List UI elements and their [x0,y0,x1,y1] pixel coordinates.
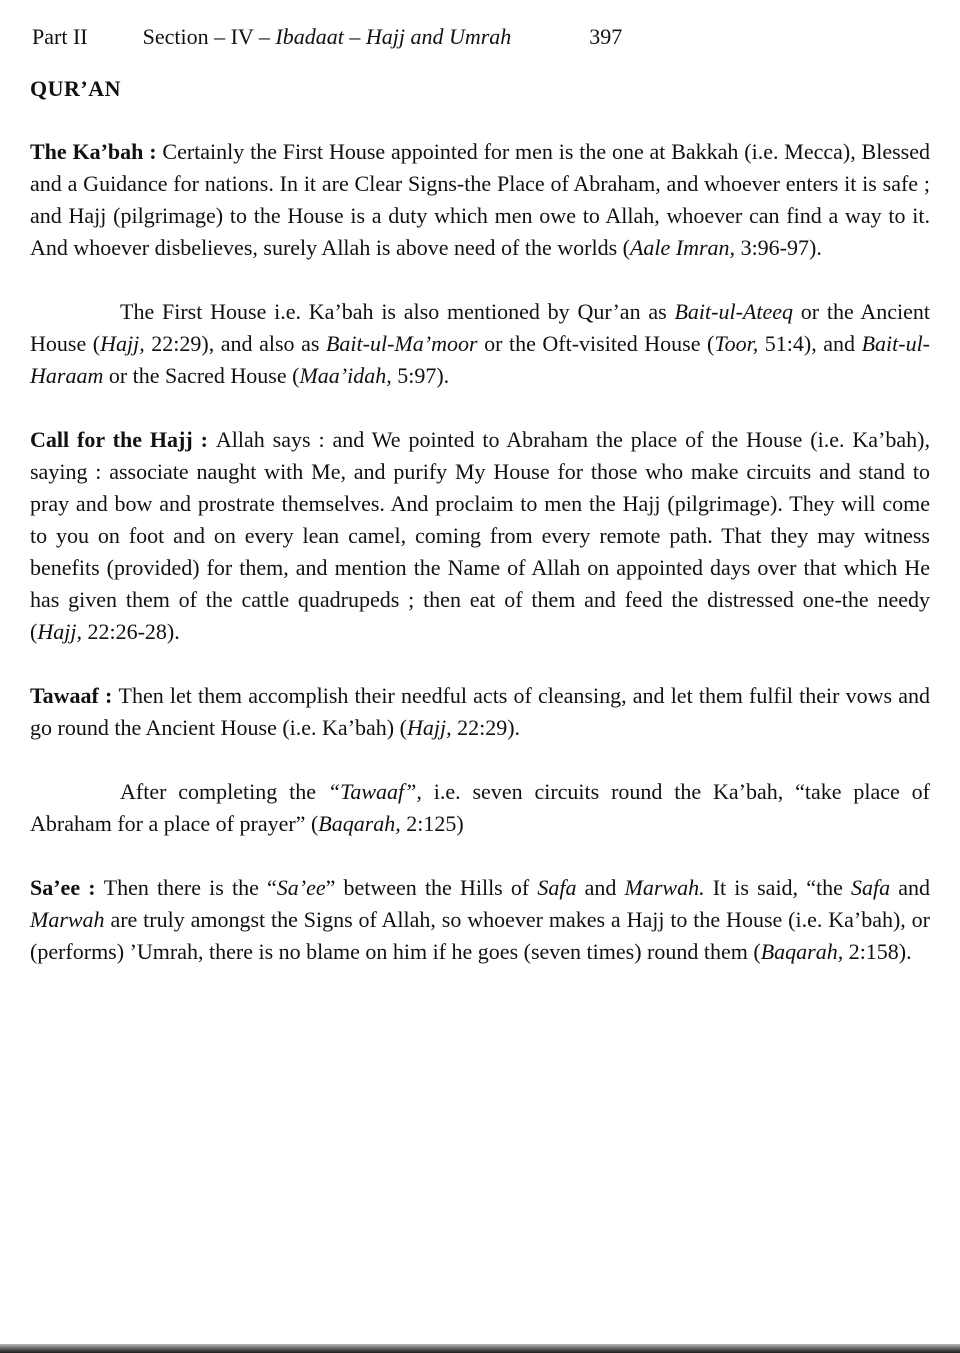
paragraph-tawaaf [30,680,930,744]
text-run: Sa’ee [276,875,326,900]
text-run: and [576,875,625,900]
page-header [30,24,930,50]
text-run: Hajj, [406,715,452,740]
paragraph-first-house [30,296,930,392]
text-run: Then let them accomplish their needful acts of cleansing, and let them fulfil their vows and go round the Ancient House (i.e. Ka’bah) ( [30,683,930,740]
text-run: After completing the [120,779,328,804]
text-run: 22:26-28). [81,619,180,644]
text-run: Sa’ee : [30,875,104,900]
text-run: Call for the Hajj : [30,427,216,452]
text-run: The First House i.e. Ka’bah is also mentioned by Qur’an as [120,299,675,324]
text-run: Bait-ul-Haraam [30,331,931,388]
text-run: 51:4), and [758,331,862,356]
text-run: 22:29). [451,715,521,740]
text-run: The Ka’bah : [30,139,163,164]
text-run: Tawaaf : [30,683,119,708]
text-run: Hajj, [100,331,145,356]
text-run: Safa [537,875,577,900]
text-run: “Tawaaf”, [327,779,422,804]
text-run: 3:96-97). [735,235,822,260]
text-run: Then there is the “ [103,875,277,900]
text-run: Maa’idah, [299,363,392,388]
paragraph-saee [30,872,930,968]
text-run: 22:29), and also as [144,331,326,356]
text-run: Hajj, [37,619,82,644]
text-run: Baqarah, [760,939,844,964]
text-run: or the Sacred House ( [103,363,300,388]
text-run: 5:97). [391,363,450,388]
text-run: 2:158). [843,939,912,964]
text-run: Marwah [30,907,105,932]
text-run: Toor, [714,331,759,356]
header-section-title [143,24,512,50]
text-run: Bait-ul-Ma’moor [325,331,478,356]
text-run: Marwah. [624,875,705,900]
text-run: Baqarah, [318,811,401,836]
text-run: or the Oft-visited House ( [477,331,715,356]
text-run: Allah says : and We pointed to Abraham the place of the House (i.e. Ka’bah), saying : associate naught with Me, and purify My House for those who make circuits and stand to pray and bow and prostrate themselves. And proclaim to men the Hajj (pilgrimage). They will come to you on foot and on every lean camel, coming from every remote path. That they may witness benefits (provided) for them, and mention the Name of Allah on appointed days over that which He has given them of the cattle quadrupeds ; then eat of them and feed the distressed one-the needy ( [30,427,930,644]
text-run: Aale Imran, [629,235,736,260]
text-run: Safa [850,875,891,900]
paragraph-call-for-hajj [30,424,930,648]
text-run: or the Ancient House ( [30,299,930,356]
text-run: ” between the Hills of [325,875,538,900]
page-number: 397 [589,24,623,49]
scan-artifact-bottom-edge [0,1344,960,1353]
paragraph-the-kabah [30,136,930,264]
text-run: Certainly the First House appointed for men is the one at Bakkah (i.e. Mecca), Blessed and a Guidance for nations. In it are Clear Signs-the Place of Abraham, and whoever enters it is safe ; and Hajj (pilgrimage) to the House is a duty which men owe to Allah, whoever can find a way to it. And whoever disbelieves, surely Allah is above need of the worlds ( [30,139,930,260]
text-run: It is said, “the [704,875,851,900]
paragraph-after-tawaaf [30,776,930,840]
text-run: Bait-ul-Ateeq [674,299,793,324]
header-part-label: Part II [32,24,88,49]
text-run: 2:125) [400,811,464,836]
text-run: and [890,875,931,900]
section-heading-quran: QUR’AN [30,76,121,101]
header-section-plain: Section – IV – [142,24,276,49]
header-section-italic: Ibadaat – Hajj and Umrah [275,24,512,49]
text-run: i.e. seven circuits round the Ka’bah, “take place of Abraham for a place of prayer” ( [30,779,930,836]
text-run: are truly amongst the Signs of Allah, so whoever makes a Hajj to the House (i.e. Ka’bah), or (performs) ’Umrah, there is no blame on him if he goes (seven times) round them ( [30,907,930,964]
